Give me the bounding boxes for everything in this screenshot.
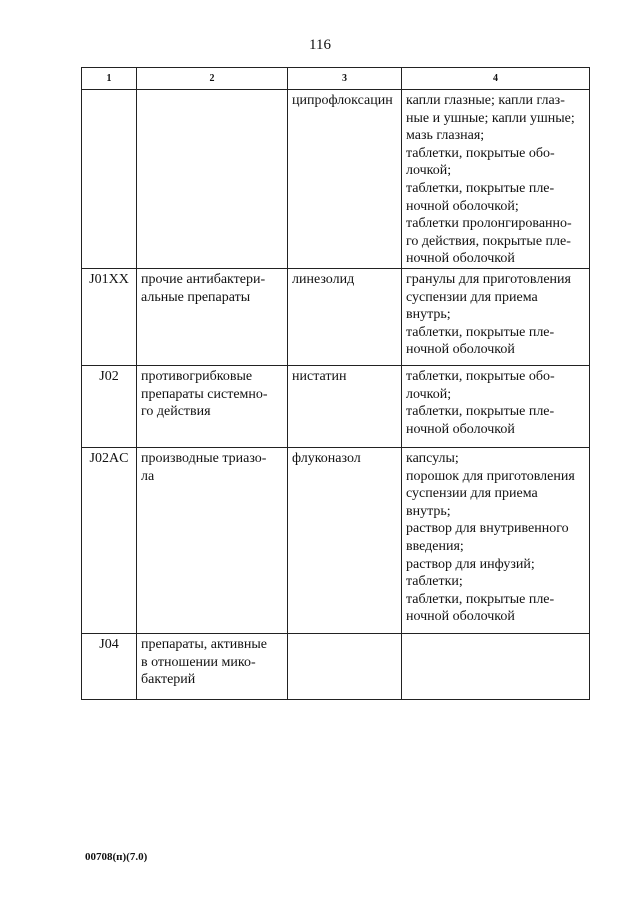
column-header-2: 2 xyxy=(137,68,288,90)
substance-name: линезолид xyxy=(292,271,355,287)
table-header-row xyxy=(82,68,590,90)
group-name: препараты, активные в отношении мико- бактерий xyxy=(141,636,267,688)
dosage-forms: капли глазные; капли глаз- ные и ушные; капли ушные; мазь глазная; таблетки, покрытые обо- лочкой; таблетки, покрытые пле- ночной оболочкой; таблетки пролонгированно- го действия, покрытые пле- ночной оболочкой xyxy=(406,93,575,267)
atc-code: J01XX xyxy=(89,271,129,287)
table-row xyxy=(82,365,590,447)
column-header-1: 1 xyxy=(82,68,137,90)
dosage-forms-cell xyxy=(402,90,590,269)
dosage-forms: гранулы для приготовления суспензии для приема внутрь; таблетки, покрытые пле- ночной оболочкой xyxy=(406,271,571,358)
dosage-forms-cell xyxy=(402,633,590,699)
atc-code-cell xyxy=(82,268,137,365)
group-name xyxy=(141,90,285,92)
substance-name: нистатин xyxy=(292,368,347,384)
group-cell xyxy=(137,365,288,447)
substance-cell xyxy=(288,268,402,365)
atc-code-cell xyxy=(82,90,137,269)
dosage-forms-cell xyxy=(402,447,590,633)
group-name: производные триазо- ла xyxy=(141,450,267,484)
medication-table xyxy=(81,67,590,700)
group-cell xyxy=(137,268,288,365)
substance-cell xyxy=(288,365,402,447)
table-row xyxy=(82,633,590,699)
atc-code: J02 xyxy=(99,368,119,384)
group-cell xyxy=(137,90,288,269)
table-row xyxy=(82,90,590,269)
substance-cell xyxy=(288,90,402,269)
page-number: 116 xyxy=(309,37,331,53)
atc-code-cell xyxy=(82,633,137,699)
atc-code: J04 xyxy=(99,636,119,652)
atc-code: J02AC xyxy=(89,450,129,466)
group-cell xyxy=(137,447,288,633)
dosage-forms-cell xyxy=(402,268,590,365)
column-header-3: 3 xyxy=(288,68,402,90)
group-name: противогрибковые препараты системно- го действия xyxy=(141,368,268,420)
substance-cell xyxy=(288,447,402,633)
column-header-4: 4 xyxy=(402,68,590,90)
dosage-forms: капсулы; порошок для приготовления суспензии для приема внутрь; раствор для внутривенного введения; раствор для инфузий; таблетки; таблетки, покрытые пле- ночной оболочкой xyxy=(406,450,575,625)
atc-code-cell xyxy=(82,447,137,633)
substance-name xyxy=(292,634,399,636)
document-code: 00708(п)(7.0) xyxy=(85,851,148,863)
group-cell xyxy=(137,633,288,699)
table-row xyxy=(82,447,590,633)
dosage-forms xyxy=(406,634,587,636)
substance-name: флуконазол xyxy=(292,450,361,466)
atc-code-cell xyxy=(82,365,137,447)
atc-code xyxy=(82,90,136,92)
substance-name: ципрофлоксацин xyxy=(292,93,393,108)
group-name: прочие антибактери- альные препараты xyxy=(141,271,266,305)
substance-cell xyxy=(288,633,402,699)
dosage-forms: таблетки, покрытые обо- лочкой; таблетки, покрытые пле- ночной оболочкой xyxy=(406,368,555,437)
dosage-forms-cell xyxy=(402,365,590,447)
table-row xyxy=(82,268,590,365)
